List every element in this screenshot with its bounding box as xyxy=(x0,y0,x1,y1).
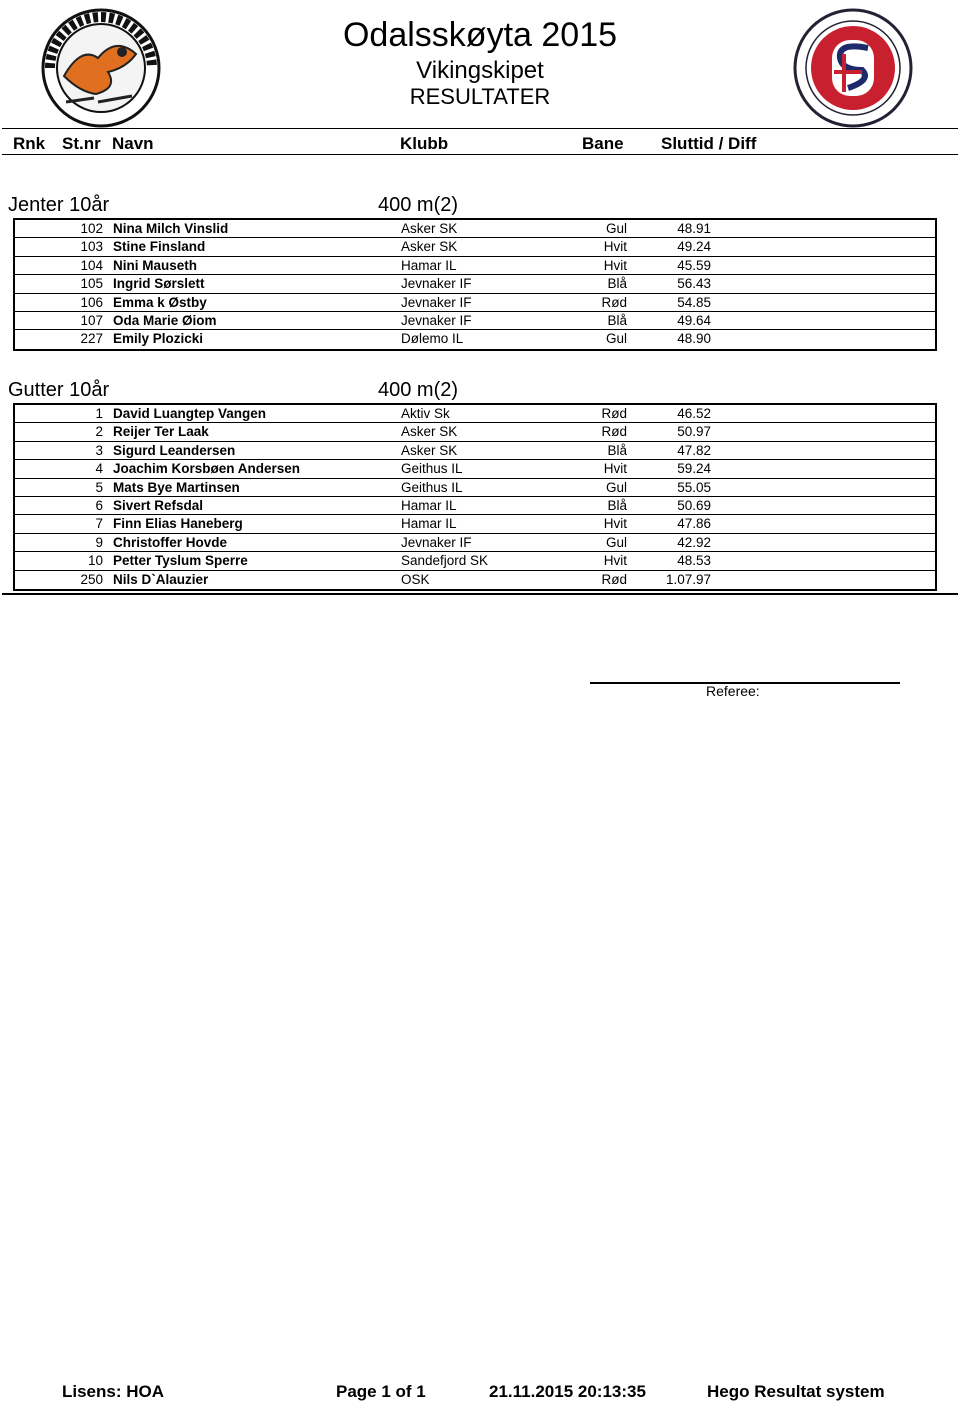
start-number: 9 xyxy=(95,534,103,550)
section-title: Gutter 10år xyxy=(8,379,110,401)
footer-system: Hego Resultat system xyxy=(707,1382,885,1401)
skater-name: Sigurd Leandersen xyxy=(113,442,236,458)
col-klubb: Klubb xyxy=(400,134,449,153)
club-name: Jevnaker IF xyxy=(401,276,472,292)
referee-label: Referee: xyxy=(706,683,760,699)
finish-time: 50.97 xyxy=(677,424,711,440)
header-top-rule xyxy=(2,128,958,129)
start-number: 103 xyxy=(80,239,103,255)
start-number: 102 xyxy=(80,221,103,236)
col-bane: Bane xyxy=(582,134,624,153)
start-number: 5 xyxy=(95,479,103,495)
footer-license: Lisens: HOA xyxy=(62,1382,165,1401)
col-rnk: Rnk xyxy=(13,134,46,153)
start-number: 7 xyxy=(95,516,103,532)
skater-name: Joachim Korsbøen Andersen xyxy=(113,461,301,477)
table-row xyxy=(15,479,935,497)
finish-time: 55.05 xyxy=(677,479,711,495)
skater-name: Nina Milch Vinslid xyxy=(113,221,229,236)
skater-name: Christoffer Hovde xyxy=(113,534,228,550)
club-name: Geithus IL xyxy=(401,479,463,495)
finish-time: 47.86 xyxy=(677,516,711,532)
start-number: 4 xyxy=(95,461,103,477)
start-number: 105 xyxy=(80,276,103,292)
lane: Rød xyxy=(601,571,627,587)
table-row xyxy=(15,442,935,460)
footer-datetime: 21.11.2015 20:13:35 xyxy=(489,1382,646,1401)
club-name: Hamar IL xyxy=(401,516,457,532)
table-row xyxy=(15,294,935,312)
finish-time: 48.90 xyxy=(677,331,711,347)
skater-name: Nils D`Alauzier xyxy=(113,571,209,587)
finish-time: 50.69 xyxy=(677,497,711,513)
start-number: 227 xyxy=(80,331,103,347)
lane: Gul xyxy=(605,221,627,236)
skater-name: Oda Marie Øiom xyxy=(113,312,217,328)
table-row xyxy=(15,552,935,570)
lane: Hvit xyxy=(603,257,627,273)
finish-time: 46.52 xyxy=(677,406,711,421)
lane: Blå xyxy=(607,497,627,513)
lane: Hvit xyxy=(603,461,627,477)
club-name: Asker SK xyxy=(401,239,458,255)
finish-time: 45.59 xyxy=(677,257,711,273)
lane: Gul xyxy=(605,331,627,347)
results-heading: RESULTATER xyxy=(409,84,551,109)
table-row xyxy=(15,275,935,293)
club-name: OSK xyxy=(401,571,430,587)
lane: Gul xyxy=(605,479,627,495)
finish-time: 42.92 xyxy=(677,534,711,550)
section-distance: 400 m(2) xyxy=(378,379,459,401)
table-row xyxy=(15,257,935,275)
club-name: Hamar IL xyxy=(401,497,457,513)
skater-name: Emma k Østby xyxy=(113,294,207,310)
section-distance: 400 m(2) xyxy=(378,194,459,216)
club-name: Jevnaker IF xyxy=(401,294,472,310)
skater-name: Sivert Refsdal xyxy=(113,497,204,513)
lane: Hvit xyxy=(603,553,627,569)
table-row xyxy=(15,405,935,423)
table-row xyxy=(15,312,935,330)
col-stnr: St.nr xyxy=(62,134,101,153)
finish-time: 47.82 xyxy=(677,442,711,458)
lane: Hvit xyxy=(603,239,627,255)
start-number: 2 xyxy=(95,424,103,440)
table-row xyxy=(15,460,935,478)
lane: Gul xyxy=(605,534,627,550)
club-name: Aktiv Sk xyxy=(401,406,450,421)
finish-time: 59.24 xyxy=(677,461,711,477)
start-number: 10 xyxy=(87,553,103,569)
finish-time: 54.85 xyxy=(677,294,711,310)
skater-name: Stine Finsland xyxy=(113,239,206,255)
skater-name: Reijer Ter Laak xyxy=(113,424,209,440)
finish-time: 48.53 xyxy=(677,553,711,569)
table-row xyxy=(15,515,935,533)
club-name: Jevnaker IF xyxy=(401,312,472,328)
finish-time: 48.91 xyxy=(677,221,711,236)
finish-time: 49.24 xyxy=(677,239,711,255)
skater-name: David Luangtep Vangen xyxy=(113,406,267,421)
lane: Blå xyxy=(607,442,627,458)
start-number: 106 xyxy=(80,294,103,310)
lane: Rød xyxy=(601,424,627,440)
finish-time: 49.64 xyxy=(677,312,711,328)
club-name: Asker SK xyxy=(401,424,458,440)
finish-time: 1.07.97 xyxy=(665,571,711,587)
table-row xyxy=(15,423,935,441)
event-title: Odalsskøyta 2015 xyxy=(342,16,618,54)
lane: Rød xyxy=(601,406,627,421)
club-name: Jevnaker IF xyxy=(401,534,472,550)
club-name: Asker SK xyxy=(401,221,458,236)
club-name: Asker SK xyxy=(401,442,458,458)
results-table-jenter xyxy=(13,218,937,351)
start-number: 250 xyxy=(80,571,103,587)
col-navn: Navn xyxy=(112,134,154,153)
table-row xyxy=(15,330,935,348)
club-name: Geithus IL xyxy=(401,461,463,477)
lane: Hvit xyxy=(603,516,627,532)
start-number: 6 xyxy=(95,497,103,513)
start-number: 1 xyxy=(95,406,103,421)
skater-name: Ingrid Sørslett xyxy=(113,276,205,292)
start-number: 3 xyxy=(95,442,103,458)
finish-time: 56.43 xyxy=(677,276,711,292)
club-name: Hamar IL xyxy=(401,257,457,273)
lane: Rød xyxy=(601,294,627,310)
skater-name: Nini Mauseth xyxy=(113,257,198,273)
header-bottom-rule xyxy=(2,154,958,155)
results-end-rule xyxy=(2,593,958,595)
start-number: 107 xyxy=(80,312,103,328)
table-row xyxy=(15,220,935,238)
lane: Blå xyxy=(607,312,627,328)
col-sluttid: Sluttid / Diff xyxy=(661,134,757,153)
table-row xyxy=(15,238,935,256)
footer-page: Page 1 of 1 xyxy=(336,1382,426,1401)
table-row xyxy=(15,497,935,515)
skater-name: Emily Plozicki xyxy=(113,331,204,347)
section-title: Jenter 10år xyxy=(8,194,110,216)
venue-title: Vikingskipet xyxy=(416,57,544,84)
skater-name: Petter Tyslum Sperre xyxy=(113,553,248,569)
start-number: 104 xyxy=(80,257,103,273)
lane: Blå xyxy=(607,276,627,292)
table-row xyxy=(15,571,935,589)
skater-name: Mats Bye Martinsen xyxy=(113,479,240,495)
skater-name: Finn Elias Haneberg xyxy=(113,516,243,532)
table-row xyxy=(15,534,935,552)
results-table-gutter xyxy=(13,403,937,591)
club-name: Sandefjord SK xyxy=(401,553,489,569)
club-name: Dølemo IL xyxy=(401,331,464,347)
